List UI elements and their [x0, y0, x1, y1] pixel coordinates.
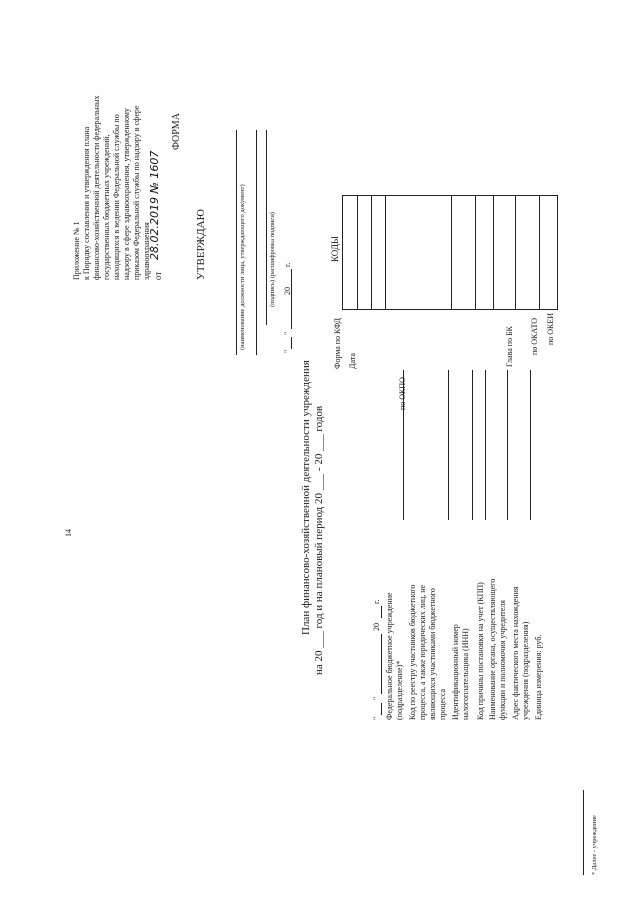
left-day-line [381, 703, 382, 715]
field-label: Единица измерения: руб. [534, 634, 543, 720]
position-line-2 [256, 130, 257, 355]
code-label-okpo: по ОКПО [398, 377, 407, 410]
codes-row-divider [451, 196, 452, 309]
order-handwritten: 28.02.2019 № 1607 [148, 150, 161, 260]
date-code-label: Дата [348, 353, 357, 369]
page-number: 14 [64, 529, 73, 537]
approve-day-line [291, 337, 292, 349]
appendix-line: к Порядку составления и утверждения плана [82, 126, 91, 280]
position-caption: (наименование должности лица, утверждающего документ) [239, 184, 246, 350]
approve-date-year: 20 [283, 287, 292, 295]
field-fill-line [507, 370, 508, 520]
left-month-line [381, 634, 382, 694]
approve-date-quote2: " [283, 331, 292, 335]
field-label: Адрес фактического места нахождения [511, 586, 520, 720]
field-label: Федеральное бюджетное учреждение [385, 592, 394, 720]
footnote-rule [583, 790, 584, 875]
field-label: налогоплательщика (ИНН) [461, 628, 470, 720]
codes-table [342, 195, 558, 310]
sign-caption: (подпись) (расшифровка подписи) [269, 212, 276, 307]
codes-row-divider [539, 196, 540, 309]
approve-year-line [291, 270, 292, 282]
appendix-line: приказом Федеральной службы по надзору в сфере [132, 105, 141, 280]
left-date-quote2: " [372, 696, 381, 700]
appendix-line: государственных бюджетных учреждений, [102, 134, 111, 280]
field-label: Наименование органа, осуществляющего [488, 578, 497, 720]
appendix-line: находящихся в ведении Федеральной службы по [112, 114, 121, 280]
left-date-suffix: г. [372, 599, 381, 604]
field-label: Идентификационный номер [451, 624, 460, 720]
field-fill-line [530, 370, 531, 520]
codes-row-divider [475, 196, 476, 309]
appendix-line: надзору в сфере здравоохранения, утвержденному [122, 108, 131, 280]
codes-row-divider [515, 196, 516, 309]
field-label: Код по реестру участников бюджетного [408, 584, 417, 720]
left-year-line [381, 606, 382, 618]
plan-title-2: на 20 ___ год и на плановый период 20 ___ - 20 ___ годов [313, 405, 325, 675]
appendix-line: Приложение № 1 [72, 221, 81, 280]
codes-row-divider [493, 196, 494, 309]
appendix-line: финансово-хозяйственной деятельности федеральных [92, 95, 101, 280]
field-fill-line [472, 370, 473, 520]
codes-header: КОДЫ [330, 236, 340, 262]
footnote: * Далее - учреждение [591, 815, 598, 875]
plan-title-1: План финансово-хозяйственной деятельности учреждения [300, 360, 312, 635]
field-label: Код причины постановки на учет (КПП) [476, 582, 485, 720]
sign-line [266, 130, 267, 325]
form-kfd-label: Форма по КФД [333, 317, 342, 369]
codes-row-divider [357, 196, 358, 309]
field-label: процесса, а также юридических лиц, не [418, 584, 427, 720]
left-date-quote1: " [372, 716, 381, 720]
forma-label: ФОРМА [171, 113, 182, 150]
appendix-line: здравоохранения [142, 222, 151, 280]
position-line [236, 130, 237, 355]
approve-date-quote1: " [283, 349, 292, 353]
approve-title: УТВЕРЖДАЮ [195, 209, 207, 280]
codes-row-divider [371, 196, 372, 309]
field-label: функции и полномочия учредителя [498, 600, 507, 720]
codes-row-divider [385, 196, 386, 309]
field-label: процесса [438, 688, 447, 720]
code-label-okato: по ОКАТО [530, 317, 539, 355]
order-prefix: от [153, 271, 163, 280]
field-fill-line [448, 370, 449, 520]
approve-date-suffix: г. [283, 262, 292, 267]
code-label-okei: по ОКЕИ [546, 312, 555, 345]
code-label-bk: Глава по БК [505, 326, 514, 367]
field-label: учреждения (подразделения) [521, 621, 530, 720]
field-fill-line [485, 370, 486, 520]
left-date-year: 20 [372, 623, 381, 631]
field-label: (подразделение)* [395, 660, 404, 720]
field-label: являющихся участниками бюджетного [428, 588, 437, 720]
